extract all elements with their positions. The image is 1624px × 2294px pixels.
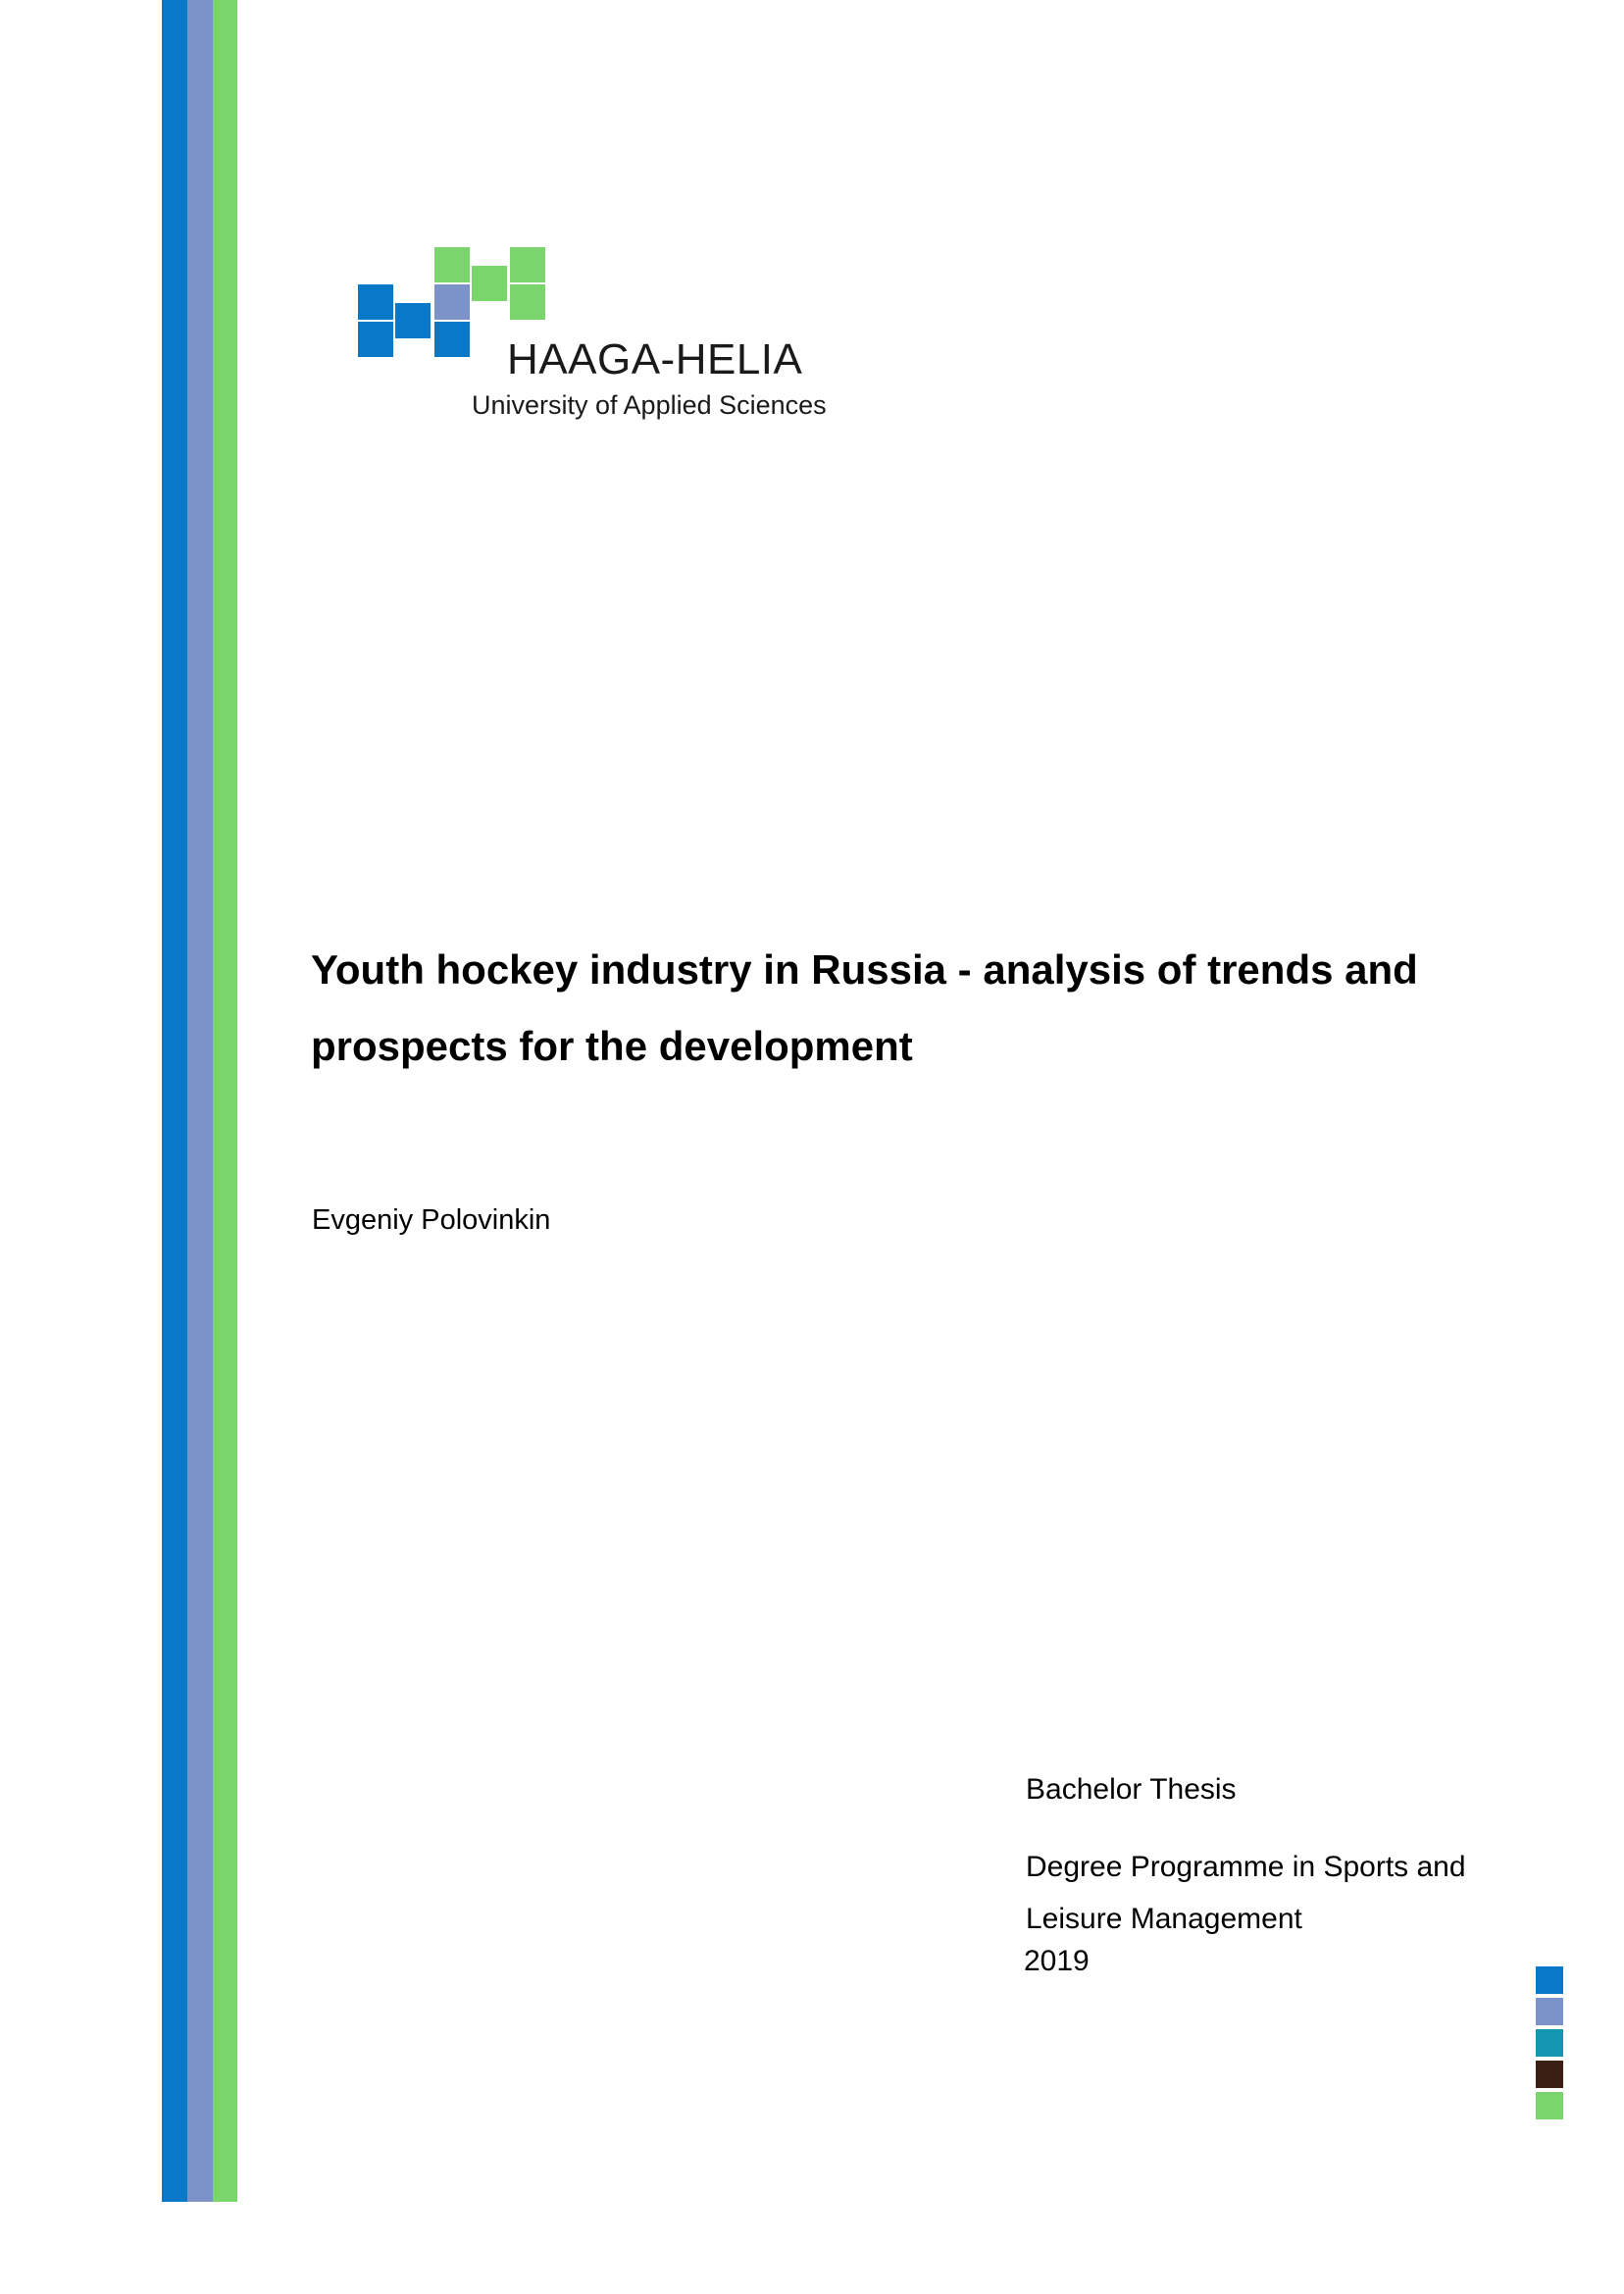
thesis-year: 2019 — [1024, 1945, 1090, 1977]
right-square-dark-brown — [1536, 2061, 1563, 2088]
logo-square — [510, 247, 545, 282]
right-square-teal — [1536, 2029, 1563, 2057]
left-stripe-green — [213, 0, 237, 2202]
logo-subtitle: University of Applied Sciences — [472, 390, 827, 420]
haaga-helia-logo — [358, 247, 888, 433]
logo-square — [434, 322, 470, 357]
logo-square — [510, 284, 545, 320]
left-stripe-blue — [162, 0, 187, 2202]
right-square-lavender — [1536, 1998, 1563, 2025]
logo-square — [434, 247, 470, 282]
logo-square — [358, 284, 393, 320]
thesis-type: Bachelor Thesis — [1026, 1773, 1237, 1806]
right-square-blue — [1536, 1966, 1563, 1994]
logo-square — [472, 266, 507, 301]
degree-programme: Degree Programme in Sports and Leisure Management — [1026, 1851, 1466, 1935]
logo-square — [395, 303, 431, 338]
right-square-green — [1536, 2092, 1563, 2119]
logo-square — [434, 284, 470, 320]
author-name: Evgeniy Polovinkin — [312, 1204, 551, 1236]
logo-square — [358, 322, 393, 357]
logo-name: HAAGA-HELIA — [507, 335, 803, 383]
thesis-title: Youth hockey industry in Russia - analysis of trends and prospects for the development — [311, 946, 1418, 1069]
left-stripe-lavender — [187, 0, 213, 2202]
